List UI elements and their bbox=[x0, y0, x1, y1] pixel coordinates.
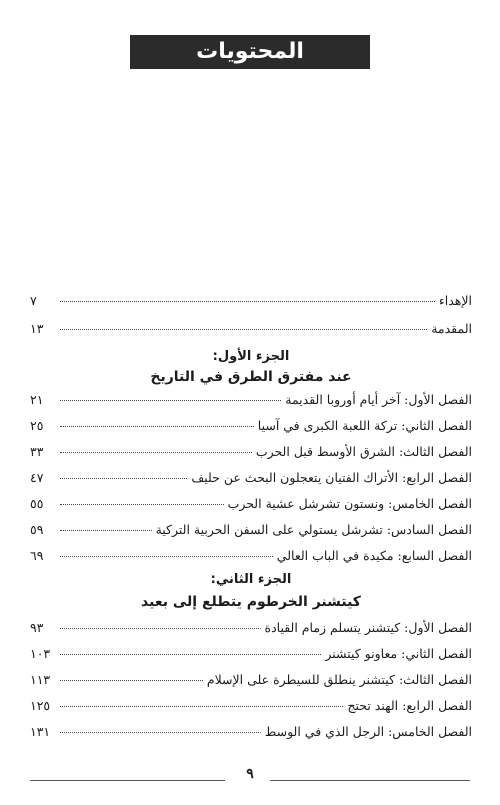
toc-entry-title: الفصل الرابع: الأتراك الفتيان يتعجلون البحث عن حليف bbox=[191, 470, 472, 485]
part-label: الجزء الأول: bbox=[212, 349, 290, 364]
toc-entry-title: الفصل الثالث: كيتشنر ينطلق للسيطرة على الإسلام bbox=[206, 672, 472, 687]
dot-leader bbox=[60, 529, 152, 531]
toc-entry-page: ١١٣ bbox=[30, 672, 51, 687]
dot-leader bbox=[60, 653, 321, 655]
dot-leader bbox=[60, 451, 252, 453]
toc-entry-title: الفصل السادس: تشرشل يستولي على السفن الحربية التركية bbox=[155, 522, 472, 537]
toc-entry-page: ٦٩ bbox=[30, 548, 44, 563]
dot-leader bbox=[60, 477, 187, 479]
part-title: كيتشنر الخرطوم يتطلع إلى بعيد bbox=[141, 594, 361, 610]
toc-entry-page: ٢٥ bbox=[30, 418, 44, 433]
toc-entry-page: ٩٣ bbox=[30, 620, 44, 635]
toc-entry-page: ٣٣ bbox=[30, 444, 44, 459]
toc-entry-title: الفصل الثاني: تركة اللعبة الكبرى في آسيا bbox=[257, 418, 472, 433]
toc-entry bbox=[30, 522, 472, 544]
toc-entry-page: ١٠٣ bbox=[30, 646, 51, 661]
toc-entry-page: ١٣ bbox=[30, 321, 44, 336]
dot-leader bbox=[60, 555, 273, 557]
toc-entry-page: ٥٥ bbox=[30, 496, 44, 511]
dot-leader bbox=[60, 425, 254, 427]
dot-leader bbox=[60, 300, 435, 302]
dot-leader bbox=[60, 399, 281, 401]
footer-rule-right bbox=[270, 780, 470, 781]
toc-entry-page: ٢١ bbox=[30, 392, 44, 407]
toc-entry bbox=[30, 444, 472, 466]
dot-leader bbox=[60, 503, 224, 505]
toc-entry-page: ١٣١ bbox=[30, 724, 51, 739]
toc-entry-title: الفصل الخامس: ونستون تشرشل عشية الحرب bbox=[227, 496, 472, 511]
toc-entry-page: ٤٧ bbox=[30, 470, 44, 485]
toc-entry-page: ٧ bbox=[30, 293, 37, 308]
toc-entry bbox=[30, 496, 472, 518]
toc-entry-page: ٥٩ bbox=[30, 522, 44, 537]
page-title: المحتويات bbox=[130, 35, 370, 69]
part-label: الجزء الثاني: bbox=[210, 572, 292, 587]
part-title: عند مفترق الطرق في التاريخ bbox=[150, 369, 352, 385]
toc-entry bbox=[30, 672, 472, 694]
dot-leader bbox=[60, 679, 203, 681]
toc-entry-title: الفصل السابع: مكيدة في الباب العالي bbox=[276, 548, 472, 563]
page-number: ٩ bbox=[246, 766, 254, 782]
toc-entry bbox=[30, 470, 472, 492]
toc-entry-title: الفصل الثالث: الشرق الأوسط قبل الحرب bbox=[255, 444, 472, 459]
toc-entry-title: الفصل الرابع: الهند تحتج bbox=[347, 698, 472, 713]
toc-entry bbox=[30, 392, 472, 414]
toc-entry-title: المقدمة bbox=[431, 321, 472, 336]
toc-entry-title: الفصل الأول: آخر أيام أوروبا القديمة bbox=[285, 392, 472, 407]
toc-entry bbox=[30, 646, 472, 668]
toc-entry-title: الفصل الثاني: معاونو كيتشنر bbox=[325, 646, 472, 661]
toc-entry bbox=[30, 548, 472, 570]
dot-leader bbox=[60, 627, 261, 629]
toc-entry-title: الفصل الأول: كيتشنر يتسلم زمام القيادة bbox=[264, 620, 472, 635]
toc-entry-title: الفصل الخامس: الرجل الذي في الوسط bbox=[264, 724, 472, 739]
dot-leader bbox=[60, 328, 427, 330]
toc-entry-page: ١٢٥ bbox=[30, 698, 51, 713]
toc-entry bbox=[30, 293, 472, 315]
dot-leader bbox=[60, 705, 343, 707]
dot-leader bbox=[60, 731, 261, 733]
toc-entry bbox=[30, 698, 472, 720]
toc-entry bbox=[30, 620, 472, 642]
toc-entry bbox=[30, 418, 472, 440]
toc-entry bbox=[30, 724, 472, 746]
toc-entry-title: الإهداء bbox=[438, 293, 472, 308]
toc-entry bbox=[30, 321, 472, 343]
